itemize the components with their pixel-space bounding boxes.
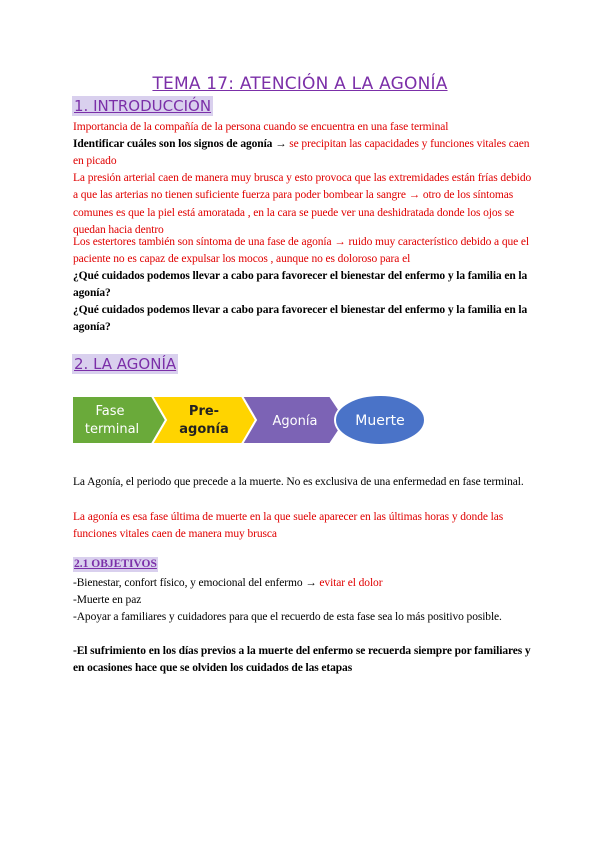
- intro-paragraph-2-bold: Identificar cuáles son los signos de agonía: [73, 138, 273, 150]
- flow-step-1-line-2: terminal: [84, 422, 140, 437]
- section-heading-objetivos: 2.1 OBJETIVOS: [74, 558, 157, 570]
- objetivos-item-4: -El sufrimiento en los días previos a la muerte del enfermo se recuerda siempre por familiares y en ocasiones hace que se olviden los cuidados de las etapas: [73, 645, 531, 675]
- intro-paragraph-2-arrow: →: [272, 138, 290, 150]
- section-heading-introduccion: 1. INTRODUCCIÓN: [74, 97, 212, 115]
- objetivos-item-1: [73, 575, 533, 592]
- intro-question-1: ¿Qué cuidados podemos llevar a cabo para favorecer el bienestar del enfermo y la familia en la agonía?: [73, 270, 528, 300]
- flow-step-4-label: Muerte: [355, 413, 405, 429]
- intro-paragraph-4: Los estertores también son síntoma de una fase de agonía → ruido muy característico debido a que el paciente no es capaz de expulsar los mocos , aunque no es doloroso para el: [73, 236, 530, 266]
- agonia-paragraph-2: La agonía es esa fase última de muerte en la que suele aparecer en las últimas horas y donde las funciones vitales caen de manera muy brusca: [73, 511, 504, 541]
- intro-paragraph-2: [73, 136, 533, 171]
- objetivos-item-2: -Muerte en paz: [73, 594, 142, 606]
- flow-step-2-line-2: agonía: [179, 422, 229, 437]
- intro-paragraph-3: La presión arterial caen de manera muy brusca y esto provoca que las extremidades están frías debido a que las arterias no tienen suficiente fuerza para poder bombear la sangre → otro de los síntomas comunes es que la piel está amoratada , en la cara se puede ver una deshidratada donde los ojos se quedan hacia dentro: [73, 172, 532, 237]
- intro-paragraph-2-red: se precipitan las capacidades y funciones vitales caen en picado: [73, 138, 530, 168]
- objetivos-item-1-text: -Bienestar, confort físico, y emocional del enfermo →: [73, 577, 320, 589]
- flow-step-2-line-1: Pre-: [188, 404, 220, 419]
- agonia-paragraph-1: La Agonía, el periodo que precede a la muerte. No es exclusiva de una enfermedad en fase terminal.: [73, 476, 524, 488]
- flow-step-1-line-1: Fase: [95, 404, 125, 419]
- intro-paragraph-1: Importancia de la compañía de la persona cuando se encuentra en una fase terminal: [73, 121, 449, 133]
- agony-phases-flow-diagram: [70, 391, 430, 449]
- objetivos-item-3: -Apoyar a familiares y cuidadores para que el recuerdo de esta fase sea lo más positivo posible.: [73, 611, 502, 623]
- objetivos-item-1-red: evitar el dolor: [319, 577, 383, 589]
- page-title: TEMA 17: ATENCIÓN A LA AGONÍA: [152, 74, 448, 94]
- flow-step-3-label: Agonía: [272, 414, 318, 429]
- intro-question-2: ¿Qué cuidados podemos llevar a cabo para favorecer el bienestar del enfermo y la familia en la agonía?: [73, 304, 528, 334]
- section-heading-la-agonia: 2. LA AGONÍA: [74, 355, 177, 373]
